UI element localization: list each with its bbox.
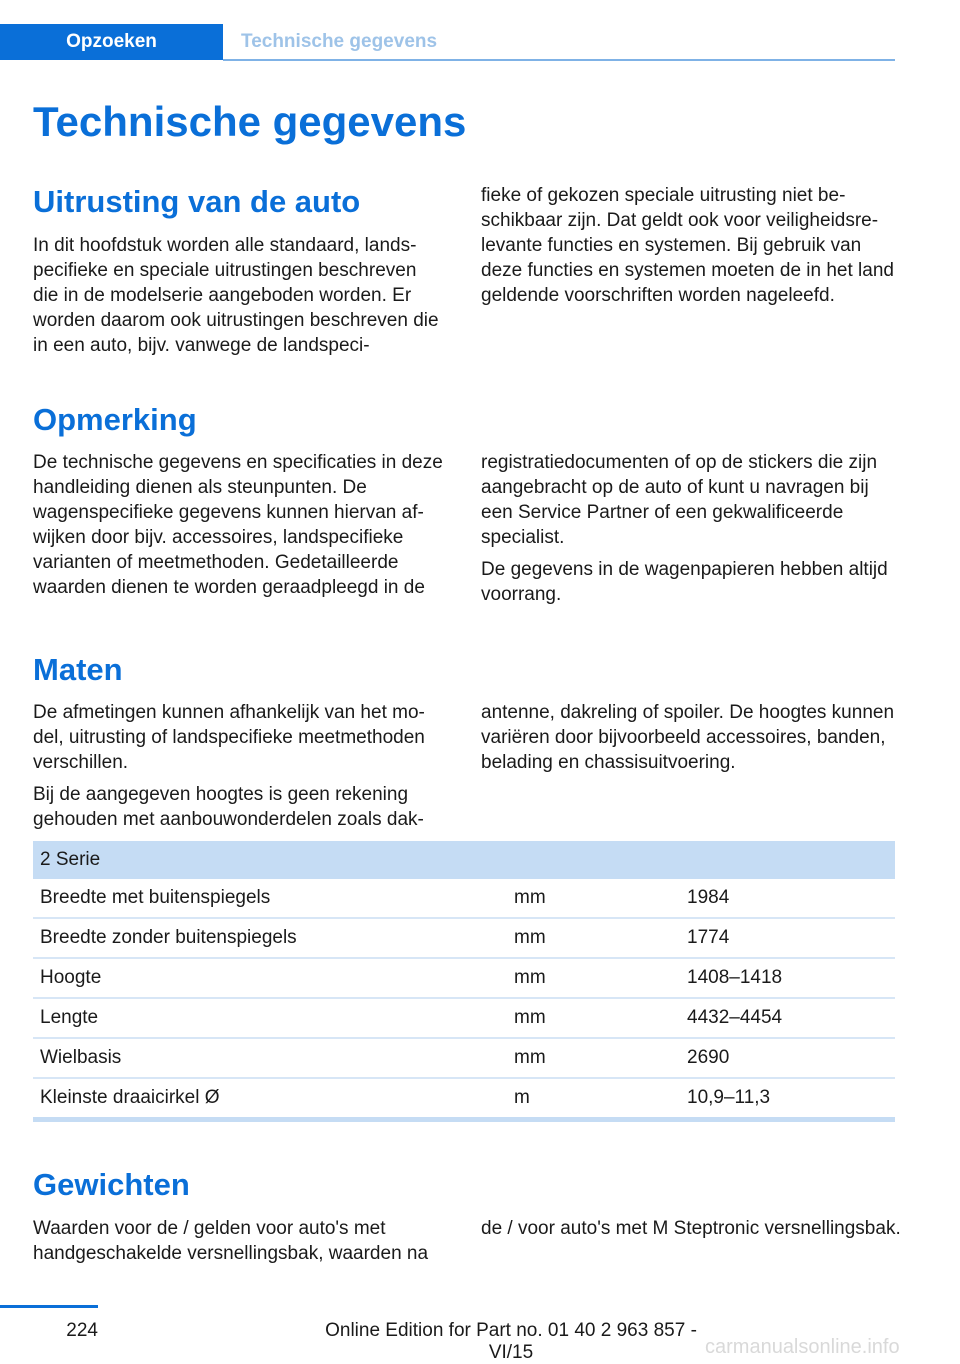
section-heading-gewichten: Gewichten <box>33 1167 190 1202</box>
table-row <box>33 999 895 1039</box>
paragraph: registratiedocumenten of op de stickers die zijn aangebracht op de auto of kunt u navragen bij een Service Partner of een gekwalificeerde specialist. <box>481 452 878 548</box>
uitrusting-right-text <box>481 183 901 315</box>
cell-unit: mm <box>514 887 546 908</box>
cell-value: 10,9–11,3 <box>687 1087 771 1108</box>
opmerking-left-text <box>33 450 443 607</box>
cell-label: Lengte <box>40 1007 99 1028</box>
paragraph: De afmetingen kunnen afhankelijk van het model, uitrusting of landspecifieke meetmethoden verschillen. <box>33 702 425 773</box>
cell-unit: mm <box>514 1007 546 1028</box>
cell-label: Kleinste draaicirkel Ø <box>40 1087 220 1108</box>
header-bar <box>0 24 895 62</box>
cell-unit: mm <box>514 927 546 948</box>
table-row <box>33 919 895 959</box>
table-header: 2 Serie <box>33 841 895 879</box>
cell-label: Breedte zonder buitenspiegels <box>40 927 297 948</box>
cell-label: Hoogte <box>40 967 102 988</box>
paragraph: De gegevens in de wagenpapieren hebben altijd voorrang. <box>481 559 888 605</box>
cell-unit: mm <box>514 967 546 988</box>
section-heading-maten: Maten <box>33 652 123 687</box>
gewichten-left-text <box>33 1216 443 1273</box>
table-row <box>33 1039 895 1079</box>
table-row <box>33 879 895 919</box>
opmerking-right-text <box>481 450 901 614</box>
cell-unit: m <box>514 1087 530 1108</box>
maten-left-text <box>33 700 443 839</box>
cell-value: 1774 <box>687 927 730 948</box>
tab-opzoeken[interactable]: Opzoeken <box>0 24 223 60</box>
page-number: 224 <box>66 1320 98 1341</box>
section-heading-opmerking: Opmerking <box>33 402 197 437</box>
page-title: Technische gegevens <box>33 98 467 145</box>
table-row <box>33 959 895 999</box>
cell-value: 1408–1418 <box>687 967 783 988</box>
gewichten-right-text <box>481 1216 901 1248</box>
paragraph: In dit hoofdstuk worden alle standaard, landspecifieke en speciale uitrustingen beschreven die in de modelserie aangeboden worden. Er worden daarom ook uitrustingen beschreven die in een auto, bijv. vanwege de landspeci- <box>33 235 439 356</box>
tab-technische-gegevens[interactable]: Technische gegevens <box>241 31 438 52</box>
footer-divider <box>0 1305 98 1308</box>
paragraph: Waarden voor de / gelden voor auto's met handgeschakelde versnellingsbak, waarden na <box>33 1218 429 1264</box>
cell-value: 1984 <box>687 887 730 908</box>
paragraph: fieke of gekozen speciale uitrusting niet beschikbaar zijn. Dat geldt ook voor veiligheidsrelevante functies en systemen. Bij gebruik van deze functies en systemen moeten de in het land geldende voorschriften worden nageleefd. <box>481 185 894 306</box>
header-divider <box>223 59 895 61</box>
table-row <box>33 1079 895 1122</box>
cell-label: Breedte met buitenspiegels <box>40 887 271 908</box>
cell-value: 2690 <box>687 1047 730 1068</box>
cell-value: 4432–4454 <box>687 1007 783 1028</box>
watermark: carmanualsonline.info <box>705 1336 900 1358</box>
paragraph: de / voor auto's met M Steptronic versnellingsbak. <box>481 1218 901 1239</box>
dimensions-table <box>33 841 895 1122</box>
edition-label: Online Edition for Part no. 01 40 2 963 857 - VI/15 <box>325 1320 697 1363</box>
paragraph: antenne, dakreling of spoiler. De hoogtes kunnen variëren door bijvoorbeeld accessoires, banden, belading en chassisuitvoering. <box>481 702 895 773</box>
paragraph: De technische gegevens en specificaties in deze handleiding dienen als steunpunten. De wagenspecifieke gegevens kunnen hiervan afwijken door bijv. accessoires, landspecifieke varianten of meetmethoden. Gedetailleerde waarden dienen te worden geraadpleegd in de <box>33 452 443 598</box>
cell-unit: mm <box>514 1047 546 1068</box>
paragraph: Bij de aangegeven hoogtes is geen rekening gehouden met aanbouwonderdelen zoals dak- <box>33 784 424 830</box>
maten-right-text <box>481 700 901 782</box>
cell-label: Wielbasis <box>40 1047 122 1068</box>
uitrusting-left-text <box>33 233 443 365</box>
section-heading-uitrusting: Uitrusting van de auto <box>33 184 361 219</box>
